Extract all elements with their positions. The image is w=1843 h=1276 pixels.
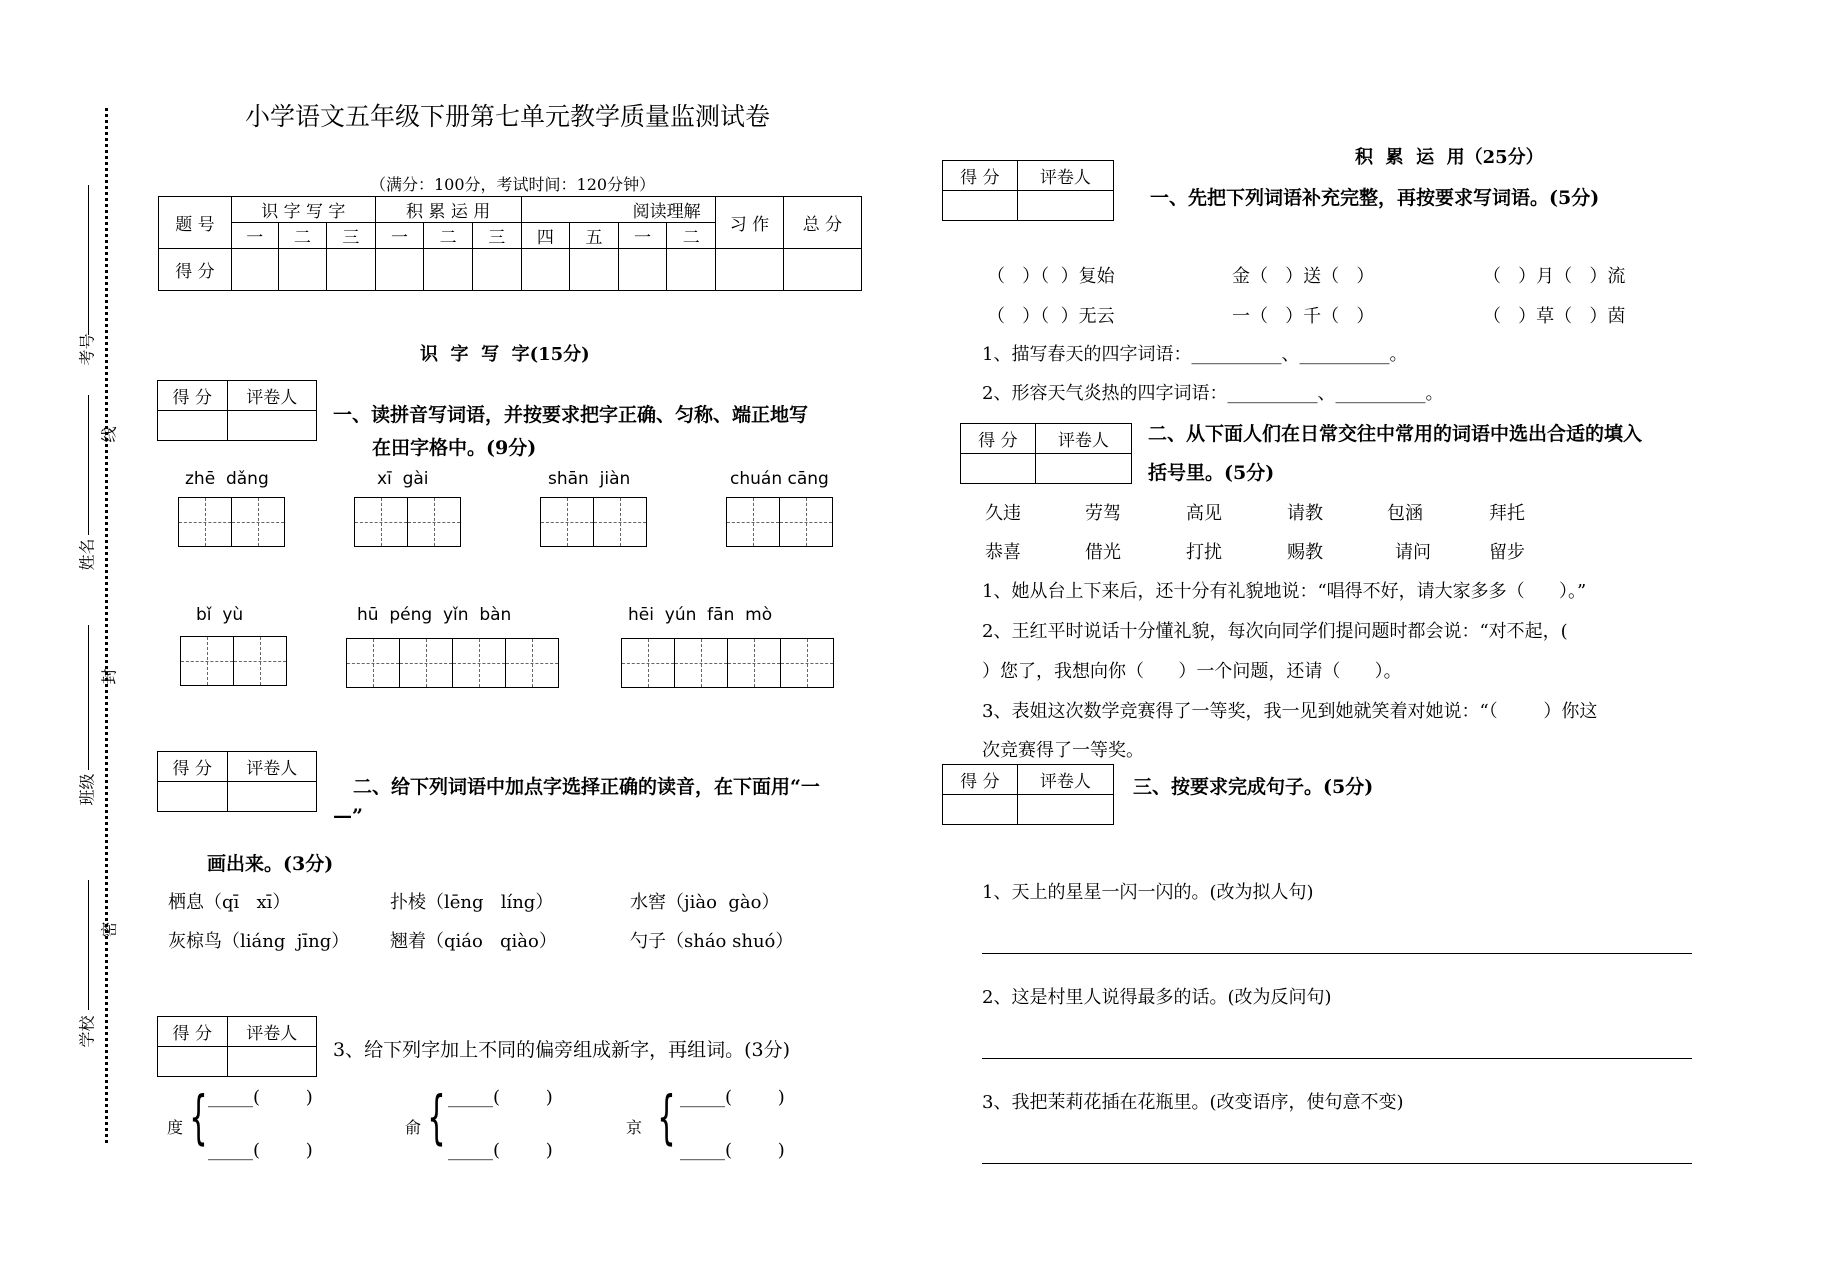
pinyin: zhē dǎng: [185, 469, 269, 489]
reading-item: 勺子（sháo shuó）: [630, 931, 794, 952]
writing-grid[interactable]: [346, 638, 559, 688]
r-question-2-text: 二、从下面人们在日常交往中常用的词语中选出合适的填入: [1148, 423, 1643, 445]
sentence: 3、表姐这次数学竞赛得了一等奖，我一见到她就笑着对她说：“（ ）你这: [982, 701, 1598, 722]
score-table-sub: 三: [327, 223, 376, 249]
score-table-sub: 四: [521, 223, 570, 249]
word-option: 包涵: [1387, 503, 1423, 524]
writing-grid[interactable]: [726, 497, 833, 547]
score-table-sub: 五: [570, 223, 619, 249]
grader-box: [157, 751, 317, 812]
score-table-sub: 三: [472, 223, 521, 249]
reading-item: 扑棱（lēng líng）: [390, 892, 554, 913]
word-option: 请教: [1287, 503, 1323, 524]
grader-label: 评卷人: [227, 1017, 316, 1047]
reading-item: 水窖（jiào gào）: [630, 892, 780, 913]
writing-grid[interactable]: [178, 497, 285, 547]
radical-blank: _____( ): [208, 1087, 313, 1108]
grader-score-label: 得 分: [158, 381, 228, 411]
radical-char: 京: [626, 1118, 643, 1137]
grader-box: [157, 380, 317, 441]
answer-line[interactable]: [982, 1058, 1692, 1059]
score-table-sub: 二: [424, 223, 473, 249]
answer-line[interactable]: [982, 953, 1692, 954]
label-exam-number: 考号: [77, 333, 97, 366]
fill-sub: 2、形容天气炎热的四字词语：__________、__________。: [982, 383, 1444, 404]
pinyin: hēi yún fān mò: [628, 605, 773, 625]
writing-grid[interactable]: [540, 497, 647, 547]
score-table-header: 题 号: [159, 197, 232, 249]
score-table-sub: 二: [667, 223, 716, 249]
word-option: 恭喜: [985, 542, 1021, 563]
writing-grid[interactable]: [180, 636, 287, 686]
grader-score-label: 得 分: [943, 765, 1018, 795]
radical-char: 度: [167, 1118, 184, 1137]
question-2-text-b: —”: [333, 805, 363, 827]
grader-score-label: 得 分: [943, 161, 1018, 191]
score-table-sub: 一: [231, 223, 278, 249]
radical-blank: _____( ): [448, 1140, 553, 1161]
word-option: 请问: [1395, 542, 1431, 563]
radical-blank: _____( ): [680, 1087, 785, 1108]
grader-box: [960, 423, 1132, 484]
grader-label: 评卷人: [1035, 424, 1131, 454]
question-2-text-2: 画出来。(3分): [207, 853, 334, 875]
score-table-xizuo: 习 作: [716, 197, 784, 249]
brace-icon: {: [427, 1083, 446, 1151]
score-table-group3: 阅读理解: [618, 197, 715, 223]
rewrite-item: 3、我把茉莉花插在花瓶里。(改变语序，使句意不变): [982, 1092, 1404, 1113]
score-table-sub: 一: [375, 223, 424, 249]
grader-label: 评卷人: [1017, 161, 1113, 191]
pinyin: shān jiàn: [548, 469, 631, 489]
sentence: ）您了，我想向你（ ）一个问题，还请（ ）。: [982, 661, 1402, 682]
score-table-group2: 积 累 运 用: [375, 197, 521, 223]
grader-label: 评卷人: [227, 381, 316, 411]
idiom-blank: （ ）（ ）复始: [987, 266, 1115, 287]
margin-line: [88, 395, 89, 535]
word-option: 劳驾: [1085, 503, 1121, 524]
score-table-total: 总 分: [783, 197, 861, 249]
word-option: 拜托: [1489, 503, 1525, 524]
label-class: 班级: [77, 773, 97, 806]
grader-box: [157, 1016, 317, 1077]
r-question-3-text: 三、按要求完成句子。(5分): [1133, 776, 1374, 798]
idiom-blank: （ ）（ ）无云: [987, 306, 1115, 327]
brace-icon: {: [657, 1083, 676, 1151]
word-option: 赐教: [1287, 542, 1323, 563]
margin-line: [88, 625, 89, 770]
reading-item: 栖息（qī xī）: [168, 892, 291, 913]
question-1-text: 一、读拼音写词语，并按要求把字正确、匀称、端正地写: [333, 404, 809, 426]
fill-sub: 1、描写春天的四字词语：__________、__________。: [982, 344, 1408, 365]
idiom-blank: 一（ ）千（ ）: [1232, 306, 1375, 327]
word-option: 高见: [1186, 503, 1222, 524]
radical-char: 俞: [405, 1118, 422, 1137]
pinyin: bǐ yù: [196, 605, 244, 625]
word-option: 打扰: [1186, 542, 1222, 563]
r-question-2-text-2: 括号里。(5分): [1148, 462, 1275, 484]
word-option: 久违: [985, 503, 1021, 524]
binding-dotted-line: [105, 108, 108, 1143]
grader-label: 评卷人: [227, 752, 316, 782]
label-mi: 密: [99, 921, 119, 938]
page-title: 小学语文五年级下册第七单元教学质量监测试卷: [245, 102, 771, 131]
pinyin: xī gài: [377, 469, 429, 489]
sentence: 次竞赛得了一等奖。: [982, 740, 1144, 761]
sentence: 2、王红平时说话十分懂礼貌，每次向同学们提问题时都会说：“对不起，(: [982, 621, 1568, 642]
radical-blank: _____( ): [680, 1140, 785, 1161]
pinyin: hū péng yǐn bàn: [357, 605, 512, 625]
section-title-literacy: 识 字 写 字(15分): [420, 344, 590, 365]
label-feng: 封: [99, 668, 119, 685]
score-table-row-label: 得 分: [159, 249, 232, 291]
sentence: 1、她从台上下来后，还十分有礼貌地说：“唱得不好，请大家多多（ ）。”: [982, 581, 1587, 602]
writing-grid[interactable]: [621, 638, 834, 688]
word-option: 借光: [1085, 542, 1121, 563]
label-name: 姓名: [77, 538, 97, 571]
radical-blank: _____( ): [208, 1140, 313, 1161]
rewrite-item: 2、这是村里人说得最多的话。(改为反问句): [982, 987, 1332, 1008]
rewrite-item: 1、天上的星星一闪一闪的。(改为拟人句): [982, 882, 1314, 903]
idiom-blank: 金（ ）送（ ）: [1232, 266, 1375, 287]
radical-blank: _____( ): [448, 1087, 553, 1108]
score-table-sub: 二: [278, 223, 327, 249]
question-2-text: 二、给下列词语中加点字选择正确的读音，在下面用“一: [353, 776, 820, 798]
word-option: 留步: [1489, 542, 1525, 563]
writing-grid[interactable]: [354, 497, 461, 547]
label-school: 学校: [77, 1015, 97, 1048]
grader-score-label: 得 分: [158, 752, 228, 782]
score-table: [158, 196, 862, 291]
r-question-1-text: 一、先把下列词语补充完整，再按要求写词语。(5分): [1150, 187, 1600, 209]
score-table-sub: 一: [618, 223, 667, 249]
margin-line: [88, 880, 89, 1010]
section-title-accumulation: 积 累 运 用（25分）: [1355, 147, 1544, 168]
idiom-blank: （ ）草（ ）茵: [1483, 306, 1626, 327]
score-table-group1: 识 字 写 字: [231, 197, 375, 223]
grader-label: 评卷人: [1017, 765, 1113, 795]
label-xian: 线: [99, 426, 119, 443]
grader-box: [942, 160, 1114, 221]
answer-line[interactable]: [982, 1163, 1692, 1164]
margin-line: [88, 185, 89, 335]
reading-item: 翘着（qiáo qiào）: [390, 931, 557, 952]
page-subtitle: （满分：100分，考试时间：120分钟）: [370, 175, 656, 194]
reading-item: 灰椋鸟（liáng jīng）: [168, 931, 350, 952]
pinyin: chuán cāng: [730, 469, 829, 489]
question-1-text-2: 在田字格中。(9分): [372, 437, 537, 459]
grader-box: [942, 764, 1114, 825]
idiom-blank: （ ）月（ ）流: [1483, 266, 1626, 287]
question-3-text: 3、给下列字加上不同的偏旁组成新字，再组词。(3分): [333, 1039, 791, 1061]
grader-score-label: 得 分: [961, 424, 1036, 454]
brace-icon: {: [189, 1083, 208, 1151]
grader-score-label: 得 分: [158, 1017, 228, 1047]
